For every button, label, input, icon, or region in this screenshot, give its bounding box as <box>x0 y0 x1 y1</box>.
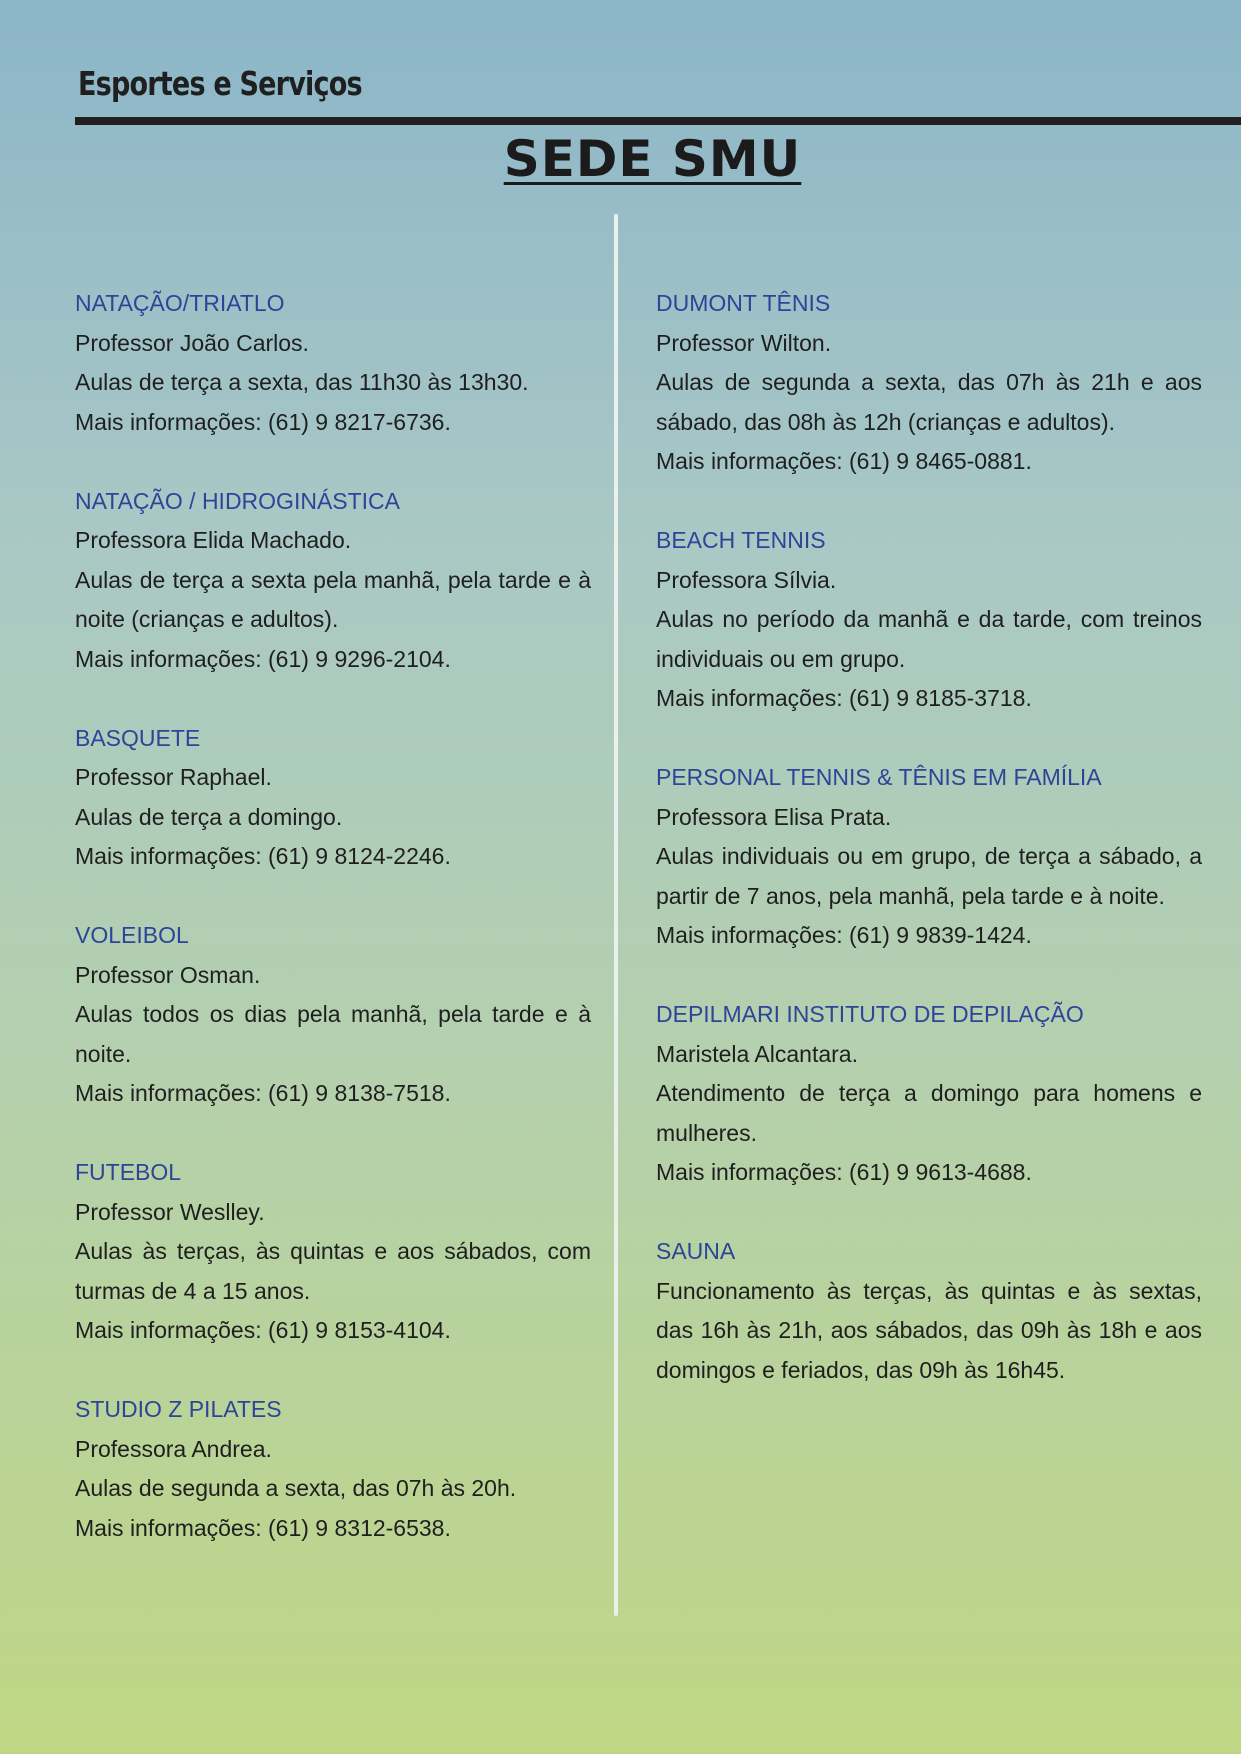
entry-line: Professor João Carlos. <box>75 329 309 356</box>
entry-text <box>656 798 1202 956</box>
entry-studio-z-pilates <box>75 1390 591 1548</box>
entry-line: Mais informações: (61) 9 8217-6736. <box>75 408 451 435</box>
entry-title: PERSONAL TENNIS & TÊNIS EM FAMÍLIA <box>656 764 1102 790</box>
entry-line: Mais informações: (61) 9 9296-2104. <box>75 645 451 672</box>
entry-line: Professora Elida Machado. <box>75 527 352 553</box>
entry-line: Atendimento de terça a domingo para homens e mulheres. <box>656 1080 1202 1146</box>
entry-line: Aulas de terça a sexta, das 11h30 às 13h30. <box>75 369 529 395</box>
entry-line: Funcionamento às terças, às quintas e às sextas, das 16h às 21h, aos sábados, das 09h às 18h e aos domingos e feriados, das 09h às 16h45. <box>656 1277 1202 1383</box>
entry-line: Professora Elisa Prata. <box>656 803 892 830</box>
entry-line: Aulas de segunda a sexta, das 07h às 20h. <box>75 1475 517 1501</box>
entry-line: Professora Andrea. <box>75 1435 272 1462</box>
entry-line: Aulas todos os dias pela manhã, pela tarde e à noite. <box>75 1001 591 1067</box>
entry-text <box>75 1430 591 1549</box>
entry-line: Professor Osman. <box>75 961 261 988</box>
entry-title: SAUNA <box>656 1238 736 1264</box>
entry-title: FUTEBOL <box>75 1159 182 1185</box>
entry-text <box>656 324 1202 482</box>
entry-line: Maristela Alcantara. <box>656 1040 858 1067</box>
right-column <box>656 284 1202 1430</box>
entry-text <box>656 1272 1202 1391</box>
entry-text <box>75 758 591 877</box>
entry-title: NATAÇÃO/TRIATLO <box>75 290 285 316</box>
entry-personal-tennis <box>656 758 1202 956</box>
entry-text <box>75 521 591 679</box>
entry-line: Aulas às terças, às quintas e aos sábados, com turmas de 4 a 15 anos. <box>75 1238 591 1304</box>
section-header: Esportes e Serviços <box>78 64 362 103</box>
header-rule <box>75 117 1241 125</box>
entry-natacao-hidroginastica <box>75 482 591 680</box>
entry-line: Mais informações: (61) 9 8185-3718. <box>656 685 1032 711</box>
entry-line: Aulas de terça a domingo. <box>75 803 343 830</box>
entry-line: Aulas individuais ou em grupo, de terça a sábado, a partir de 7 anos, pela manhã, pela tarde e à noite. <box>656 843 1202 909</box>
entry-line: Professor Wilton. <box>656 329 832 356</box>
entry-title: STUDIO Z PILATES <box>75 1396 282 1422</box>
entry-title: BEACH TENNIS <box>656 527 826 553</box>
page-title-text: SEDE SMU <box>503 130 802 188</box>
entry-natacao-triatlo <box>75 284 591 442</box>
entry-line: Mais informações: (61) 9 8153-4104. <box>75 1317 451 1343</box>
entry-title: DEPILMARI INSTITUTO DE DEPILAÇÃO <box>656 1001 1084 1027</box>
entry-line: Mais informações: (61) 9 8312-6538. <box>75 1514 451 1541</box>
entry-title: BASQUETE <box>75 724 201 751</box>
entry-text <box>656 1035 1202 1193</box>
entry-line: Mais informações: (61) 9 8124-2246. <box>75 843 451 869</box>
entry-line: Mais informações: (61) 9 9839-1424. <box>656 922 1032 948</box>
entry-line: Professor Raphael. <box>75 764 272 790</box>
entry-text <box>75 324 591 443</box>
left-column <box>75 284 591 1588</box>
entry-line: Aulas de terça a sexta pela manhã, pela tarde e à noite (crianças e adultos). <box>75 566 591 632</box>
entry-text <box>75 956 591 1114</box>
entry-sauna <box>656 1232 1202 1390</box>
entry-line: Professor Weslley. <box>75 1198 265 1225</box>
entry-line: Aulas de segunda a sexta, das 07h às 21h e aos sábado, das 08h às 12h (crianças e adultos). <box>656 369 1202 435</box>
entry-voleibol <box>75 916 591 1114</box>
entry-beach-tennis <box>656 521 1202 719</box>
entry-line: Mais informações: (61) 9 8465-0881. <box>656 448 1032 474</box>
entry-basquete <box>75 719 591 877</box>
entry-title: NATAÇÃO / HIDROGINÁSTICA <box>75 487 401 514</box>
entry-title: VOLEIBOL <box>75 922 189 948</box>
entry-text <box>75 1193 591 1351</box>
entry-line: Aulas no período da manhã e da tarde, com treinos individuais ou em grupo. <box>656 606 1202 672</box>
entry-title: DUMONT TÊNIS <box>656 290 831 316</box>
entry-dumont-tenis <box>656 284 1202 482</box>
entry-text <box>656 561 1202 719</box>
column-divider <box>614 214 618 1616</box>
entry-line: Mais informações: (61) 9 9613-4688. <box>656 1159 1032 1185</box>
page-title <box>0 130 1241 188</box>
entry-line: Professora Sílvia. <box>656 566 837 593</box>
entry-depilmari <box>656 995 1202 1193</box>
entry-line: Mais informações: (61) 9 8138-7518. <box>75 1080 451 1106</box>
entry-futebol <box>75 1153 591 1351</box>
